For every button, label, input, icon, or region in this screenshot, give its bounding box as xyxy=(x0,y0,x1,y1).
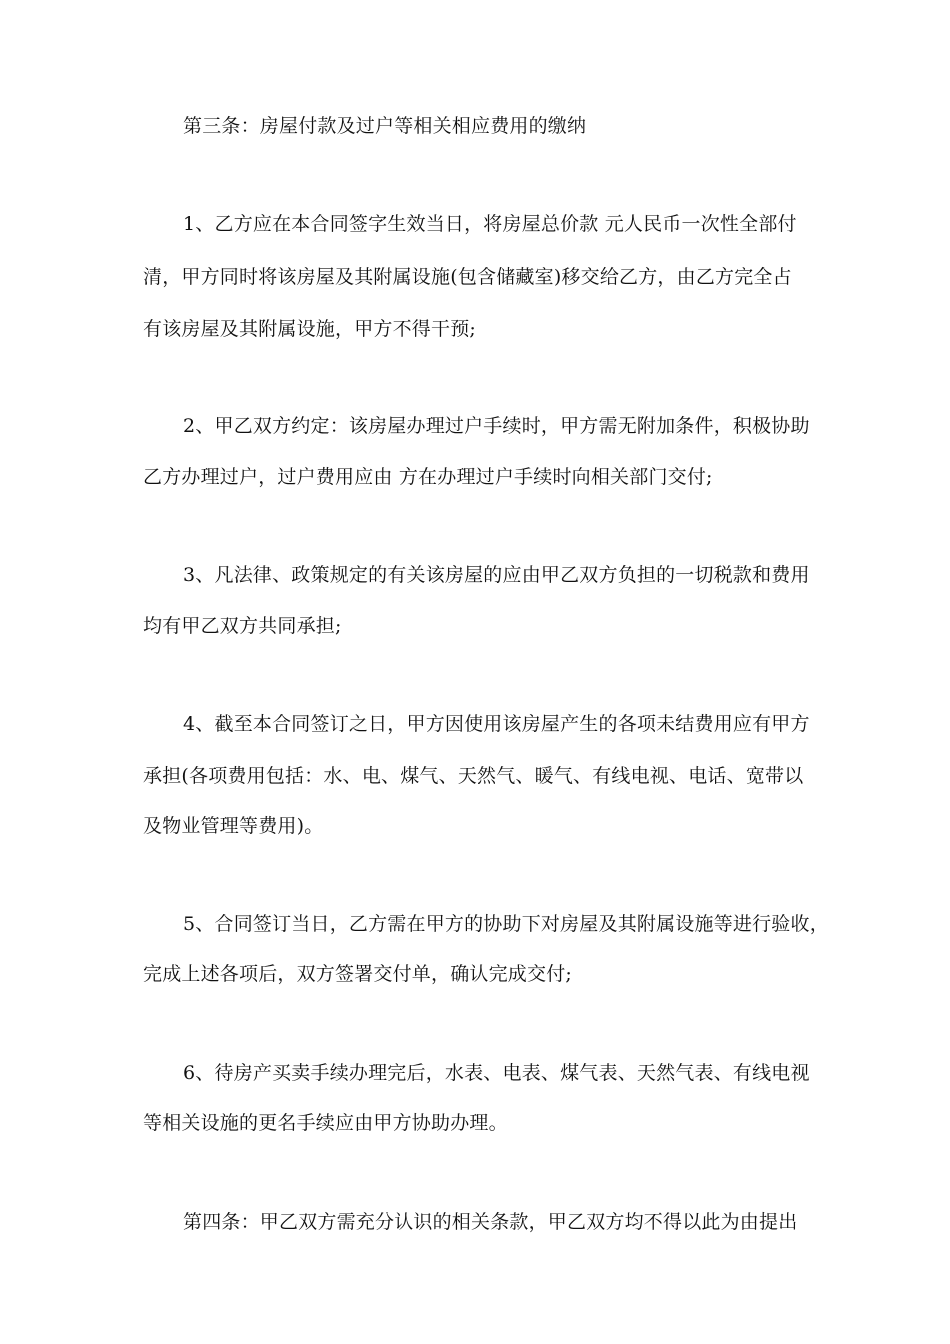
clause-1-line-1: 1、乙方应在本合同签字生效当日，将房屋总价款 元人民币一次性全部付 xyxy=(183,213,797,235)
clause-2-line-1: 2、甲乙双方约定：该房屋办理过户手续时，甲方需无附加条件，积极协助 xyxy=(183,415,810,437)
article-3-heading: 第三条：房屋付款及过户等相关相应费用的缴纳 xyxy=(183,115,587,137)
clause-6-line-1: 6、待房产买卖手续办理完后，水表、电表、煤气表、天然气表、有线电视 xyxy=(183,1062,810,1084)
clause-2-line-2: 乙方办理过户，过户费用应由 方在办理过户手续时向相关部门交付; xyxy=(143,466,713,488)
clause-5-line-1: 5、合同签订当日，乙方需在甲方的协助下对房屋及其附属设施等进行验收， xyxy=(183,913,829,935)
clause-1-line-3: 有该房屋及其附属设施，甲方不得干预; xyxy=(143,318,477,340)
clause-4-line-1: 4、截至本合同签订之日，甲方因使用该房屋产生的各项未结费用应有甲方 xyxy=(183,713,810,735)
clause-4-line-3: 及物业管理等费用)。 xyxy=(143,815,324,837)
clause-1-line-2: 清，甲方同时将该房屋及其附属设施(包含储藏室)移交给乙方，由乙方完全占 xyxy=(143,266,792,288)
clause-4-line-2: 承担(各项费用包括：水、电、煤气、天然气、暖气、有线电视、电话、宽带以 xyxy=(143,765,804,787)
article-4-heading: 第四条：甲乙双方需充分认识的相关条款，甲乙双方均不得以此为由提出 xyxy=(183,1211,798,1233)
clause-3-line-2: 均有甲乙双方共同承担; xyxy=(143,615,342,637)
clause-6-line-2: 等相关设施的更名手续应由甲方协助办理。 xyxy=(143,1112,508,1134)
clause-3-line-1: 3、凡法律、政策规定的有关该房屋的应由甲乙双方负担的一切税款和费用 xyxy=(183,564,810,586)
clause-5-line-2: 完成上述各项后，双方签署交付单，确认完成交付; xyxy=(143,963,573,985)
